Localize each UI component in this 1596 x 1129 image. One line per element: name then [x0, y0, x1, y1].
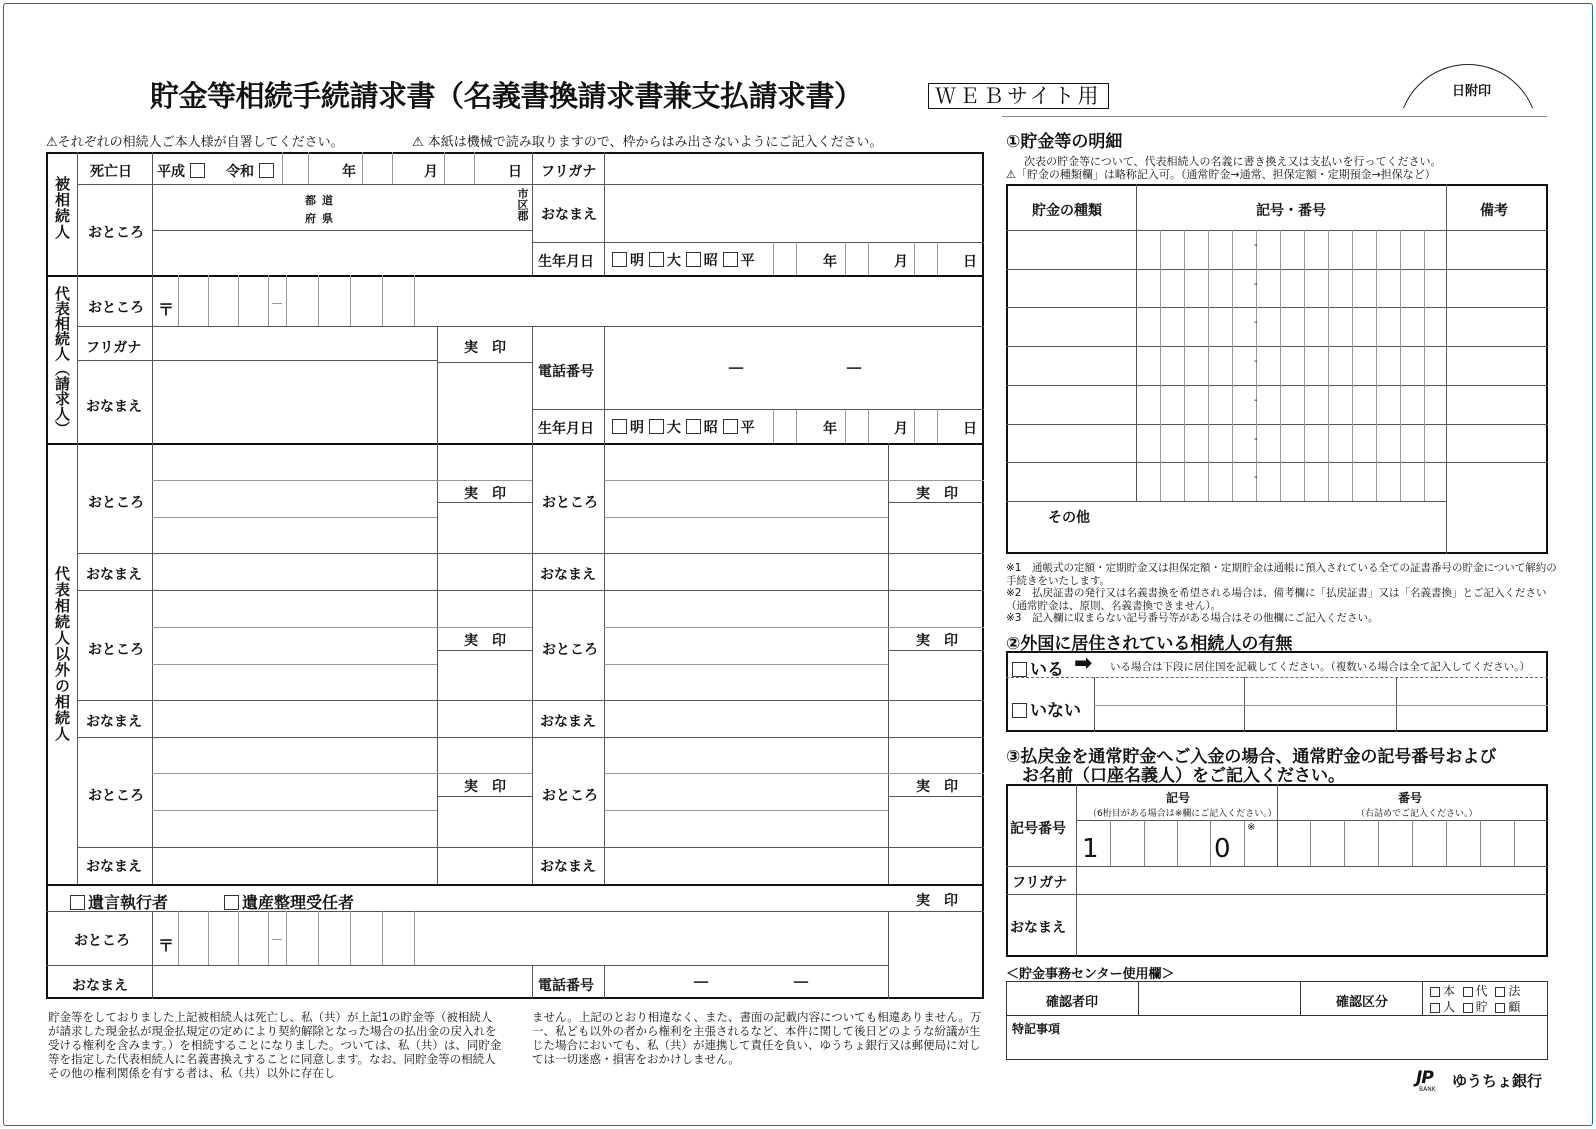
deceased-furigana-label: フリガナ — [541, 164, 597, 180]
heir-seal-label: 実 印 — [916, 779, 958, 795]
account-digit-line — [1110, 820, 1111, 866]
category-options[interactable]: 本 代 法 人 貯 顧 — [1430, 983, 1546, 1015]
heir-name-label: おなまえ — [86, 567, 142, 583]
heir-seal-label: 実 印 — [916, 486, 958, 502]
savings-row-line — [1006, 424, 1548, 425]
digit-column-line — [1232, 230, 1233, 501]
section1-heading: ①貯金等の明細 — [1006, 132, 1123, 152]
birth-year-unit: 年 — [823, 421, 837, 437]
rep-birth-label: 生年月日 — [538, 421, 594, 437]
death-month-unit: 月 — [424, 164, 438, 180]
reiwa-option[interactable]: 令和 — [226, 161, 277, 181]
number-separator: - — [1254, 278, 1258, 290]
declaration-right: ません。上記のとおり相違なく、また、書面の記載内容についても相違ありません。万一、私ども以外の者から権利を主張されるなど、本件に関して後日どのような紛議が生じた場合においても、私（共）が連携して責任を負い、ゆうちょ銀行又は郵便局に対しては一切迷惑・損害をおかけしません。 — [532, 1010, 982, 1066]
heir-seal-label: 実 印 — [464, 779, 506, 795]
kigo-sixth-mark: ※ — [1247, 822, 1256, 833]
number-separator: - — [1254, 317, 1258, 329]
death-date-label: 死亡日 — [90, 164, 132, 180]
office-use-heading: ＜貯金事務センター使用欄＞ — [1006, 967, 1175, 982]
phone-dash: － — [845, 359, 863, 380]
heir-seal-label: 実 印 — [916, 633, 958, 649]
rep-furigana-label: フリガナ — [86, 340, 142, 356]
rep-seal-label: 実 印 — [464, 340, 506, 356]
account-digit-line — [1446, 820, 1447, 866]
rep-era-options[interactable]: 明 大 昭 平 — [612, 417, 755, 437]
kigo-digit-5: 0 — [1214, 834, 1231, 864]
digit-column-line — [1160, 230, 1161, 501]
heir-address-label: おところ — [542, 495, 598, 511]
reiwa-checkbox[interactable] — [259, 163, 274, 178]
era-sho-checkbox[interactable] — [686, 252, 701, 267]
pref-label2: 府県 — [305, 212, 339, 225]
category-label: 確認区分 — [1336, 995, 1389, 1010]
estate-agent-option[interactable]: 遺産整理受任者 — [224, 890, 354, 913]
notice-machine-read: ⚠ 本紙は機械で読み取りますので、枠からはみ出さないようにご記入ください。 — [412, 135, 883, 150]
digit-column-line — [1328, 230, 1329, 501]
account-name-label: おなまえ — [1010, 920, 1066, 936]
digit-column-line — [1304, 230, 1305, 501]
birth-month-unit: 月 — [894, 254, 908, 270]
executor-phone-label: 電話番号 — [538, 978, 594, 994]
savings-detail-table — [1006, 184, 1548, 554]
account-digit-line — [1177, 820, 1178, 866]
kigo-digit-1: 1 — [1082, 834, 1099, 864]
deceased-era-options[interactable]: 明 大 昭 平 — [612, 250, 755, 270]
resident-yes-checkbox[interactable] — [1012, 662, 1027, 677]
account-digit-line — [1210, 820, 1211, 866]
number-separator: - — [1254, 240, 1258, 251]
opt-checkbox[interactable] — [1430, 987, 1440, 997]
executor-address-label: おところ — [74, 933, 130, 949]
rep-postal-mark: 〒 — [158, 300, 175, 319]
account-digit-line — [1378, 820, 1379, 866]
account-digit-line — [1244, 820, 1245, 866]
heir-seal-label: 実 印 — [464, 633, 506, 649]
heir-name-label: おなまえ — [540, 567, 596, 583]
era-sho-checkbox[interactable] — [686, 419, 701, 434]
opt-checkbox[interactable] — [1430, 1003, 1440, 1013]
heir-name-label: おなまえ — [86, 859, 142, 875]
resident-no-checkbox[interactable] — [1012, 703, 1027, 718]
inheritance-form — [46, 152, 984, 999]
birth-month-unit: 月 — [894, 421, 908, 437]
heir-name-label: おなまえ — [86, 714, 142, 730]
footnote: ※3 記入欄に収まらない記号番号等がある場合はその他欄にご記入ください。 — [1006, 612, 1379, 624]
heir-address-label: おところ — [88, 495, 144, 511]
digit-column-line — [1376, 230, 1377, 501]
col-remarks-header: 備考 — [1480, 203, 1508, 219]
kigo-header: 記号 — [1166, 791, 1191, 805]
deceased-address-label: おところ — [88, 225, 144, 241]
death-year-unit: 年 — [342, 164, 356, 180]
city-label: 市区郡 — [516, 188, 529, 221]
deceased-name-label: おなまえ — [541, 207, 597, 223]
deceased-side-label: 被相続人 — [53, 176, 71, 240]
account-digit-line — [1480, 820, 1481, 866]
col-number-header: 記号・番号 — [1256, 203, 1326, 219]
section3-heading2: お名前（口座名義人）をご記入ください。 — [1022, 766, 1345, 786]
warning-icon: ⚠ — [46, 135, 58, 150]
resident-yes-option[interactable]: いる — [1012, 655, 1064, 680]
digit-column-line — [1280, 230, 1281, 501]
savings-row-line — [1006, 307, 1548, 308]
pref-label: 都道 — [305, 194, 339, 207]
other-label: その他 — [1048, 510, 1090, 526]
digit-column-line — [1208, 230, 1209, 501]
digit-column-line — [1400, 230, 1401, 501]
era-mei-checkbox[interactable] — [612, 419, 627, 434]
birth-year-unit: 年 — [823, 254, 837, 270]
resident-no-option[interactable]: いない — [1012, 696, 1081, 721]
heir-address-label: おところ — [88, 642, 144, 658]
account-digit-line — [1514, 820, 1515, 866]
number-separator: - — [1254, 472, 1258, 484]
heisei-checkbox[interactable] — [190, 163, 205, 178]
account-number-label: 記号番号 — [1010, 821, 1066, 837]
special-notes-label: 特記事項 — [1012, 1022, 1061, 1036]
jp-bank-logo: JP — [1416, 1068, 1433, 1088]
phone-dash: － — [792, 973, 810, 994]
section2-heading: ②外国に居住されている相続人の有無 — [1006, 634, 1293, 654]
rep-name-label: おなまえ — [86, 399, 142, 415]
heir-name-label: おなまえ — [540, 714, 596, 730]
birth-day-unit: 日 — [963, 254, 977, 270]
executor-name-label: おなまえ — [72, 978, 128, 994]
heir-address-label: おところ — [542, 788, 598, 804]
rep-side-label: 代表相続人（請求人） — [53, 286, 71, 436]
warning-icon: ⚠ — [1006, 168, 1016, 181]
heir-address-label: おところ — [542, 642, 598, 658]
confirmer-label: 確認者印 — [1046, 995, 1099, 1010]
others-side-label: 代表相続人以外の相続人 — [53, 566, 71, 742]
account-digit-line — [1144, 820, 1145, 866]
deceased-birth-label: 生年月日 — [538, 254, 594, 270]
opt-checkbox[interactable] — [1463, 987, 1473, 997]
rep-phone-label: 電話番号 — [538, 364, 594, 380]
bango-header: 番号 — [1398, 791, 1423, 805]
era-hei-checkbox[interactable] — [723, 419, 738, 434]
account-furigana-label: フリガナ — [1012, 875, 1068, 891]
col-type-header: 貯金の種類 — [1032, 203, 1102, 219]
executor-seal-label: 実 印 — [916, 893, 958, 909]
bank-name: ゆうちょ銀行 — [1452, 1072, 1543, 1090]
phone-dash: － — [692, 973, 710, 994]
stamp-label: 日附印 — [1452, 84, 1492, 99]
phone-dash: － — [727, 359, 745, 380]
warning-icon: ⚠ — [412, 135, 424, 150]
digit-column-line — [1184, 230, 1185, 501]
footnote: ※1 通帳式の定額・定期貯金又は担保定額・定期貯金は通帳に預入されている全ての証書番号の貯金について解約の手続きをいたします。 — [1006, 562, 1557, 587]
era-tai-checkbox[interactable] — [649, 419, 664, 434]
jp-bank-logo-sub: BANK — [1419, 1086, 1436, 1093]
account-digit-line — [1310, 820, 1311, 866]
opt-checkbox[interactable] — [1463, 1003, 1473, 1013]
will-executor-option[interactable]: 遺言執行者 — [70, 890, 168, 913]
rep-address-label: おところ — [88, 300, 144, 316]
notice-self-sign: ⚠それぞれの相続人ご本人様が自署してください。 — [46, 135, 344, 150]
era-tai-checkbox[interactable] — [649, 252, 664, 267]
section3-heading1: ③払戻金を通常貯金へご入金の場合、通常貯金の記号番号および — [1006, 747, 1497, 767]
heir-seal-label: 実 印 — [464, 486, 506, 502]
account-digit-line — [1344, 820, 1345, 866]
form-title: 貯金等相続手続請求書（名義書換請求書兼支払請求書） — [150, 79, 863, 113]
heisei-option[interactable]: 平成 — [157, 161, 208, 181]
digit-column-line — [1352, 230, 1353, 501]
savings-row-line — [1006, 269, 1548, 270]
section1-note1: 次表の貯金等について、代表相続人の名義に書き換え又は支払いを行ってください。 — [1024, 155, 1442, 168]
heir-name-label: おなまえ — [540, 859, 596, 875]
number-separator: - — [1254, 433, 1258, 445]
number-separator: - — [1254, 394, 1258, 406]
section1-note2: ⚠「貯金の種類欄」は略称記入可。（通常貯金→通常、担保定額・定期預金→担保など） — [1006, 168, 1436, 181]
digit-column-line — [1424, 230, 1425, 501]
kigo-note: （6桁目がある場合は※欄にご記入ください。） — [1088, 809, 1277, 819]
resident-note: いる場合は下段に居住国を記載してください。（複数いる場合は全て記入してください。） — [1110, 661, 1530, 673]
number-separator: - — [1254, 356, 1258, 368]
savings-row-line — [1006, 346, 1548, 347]
arrow-right-icon: ➡ — [1074, 651, 1093, 676]
footnotes — [1006, 562, 1561, 625]
heir-address-label: おところ — [88, 788, 144, 804]
executor-postal-mark: 〒 — [158, 936, 175, 955]
era-hei-checkbox[interactable] — [723, 252, 738, 267]
bango-note: （右詰めでご記入ください。） — [1356, 809, 1478, 819]
opt-checkbox[interactable] — [1495, 1003, 1505, 1013]
birth-day-unit: 日 — [963, 421, 977, 437]
declaration-left: 貯金等をしておりました上記被相続人は死亡し、私（共）が上記1の貯金等（被相続人が請求した現金払が現金払規定の定めにより契約解除となった場合の払出金の戻入れを受ける権利を含みます。）を相続することになりました。ついては、私（共）は、同貯金等を指定した代表相続人に名義書換えすることに同意します。なお、同貯金等の相続人その他の権利関係を有する者は、私（共）以外に存在し — [48, 1010, 502, 1080]
savings-row-line — [1006, 462, 1548, 463]
death-day-unit: 日 — [508, 164, 522, 180]
footnote: ※2 払戻証書の発行又は名義書換を希望される場合は、備考欄に「払戻証書」又は「名義書換」とご記入ください（通常貯金は、原則、名義書換できません）。 — [1006, 587, 1547, 612]
web-badge: ＷＥＢサイト用 — [928, 83, 1109, 109]
era-mei-checkbox[interactable] — [612, 252, 627, 267]
opt-checkbox[interactable] — [1495, 987, 1505, 997]
will-executor-checkbox[interactable] — [70, 895, 85, 910]
savings-row-line — [1006, 385, 1548, 386]
estate-agent-checkbox[interactable] — [224, 895, 239, 910]
account-digit-line — [1412, 820, 1413, 866]
